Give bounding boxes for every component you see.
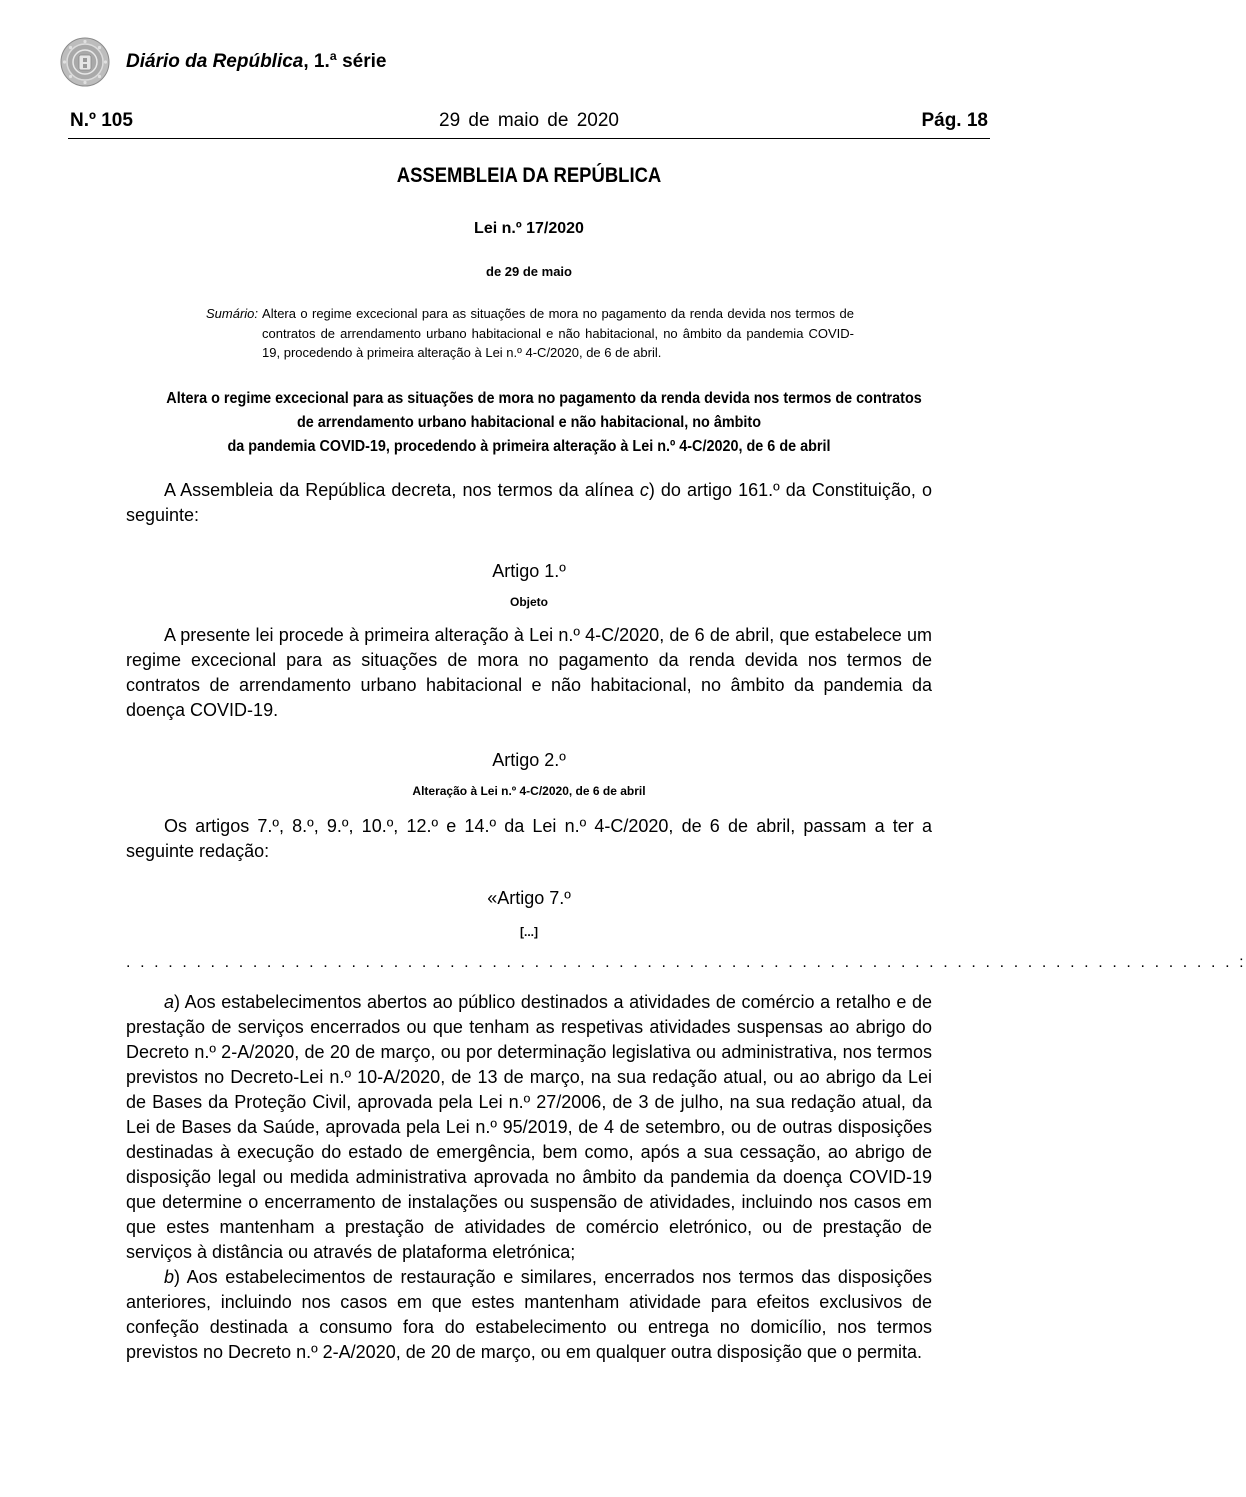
article-1-epigraph: Objeto [510,594,548,609]
long-title-line: da pandemia COVID-19, procedendo à primeira alteração à Lei n.º 4-C/2020, de 6 de abril [227,437,831,455]
preamble-paragraph: A Assembleia da República decreta, nos termos da alínea c) do artigo 161.º da Constituição, o seguinte: [126,479,932,525]
section-heading: ASSEMBLEIA DA REPÚBLICA [396,164,662,187]
running-header [68,108,990,139]
document-body [126,160,1246,1365]
summary-text: Altera o regime excecional para as situações de mora no pagamento da renda devida nos termos de contratos de arrendamento urbano habitacional e não habitacional, no âmbito da pandemia COVID-19, procedendo à primeira alteração à Lei n.º 4-C/2020, de 6 de abril. [262,306,854,360]
long-title-line: Altera o regime excecional para as situações de mora no pagamento da renda devida nos termos de contratos [166,389,922,407]
summary-label: Sumário: [206,306,259,321]
article-1-heading: Artigo 1.º [492,560,566,581]
issue-date: 29 de maio de 2020 [439,110,619,131]
quoted-article-7-heading: «Artigo 7.º [487,887,571,908]
law-long-title [166,387,922,459]
law-number: Lei n.º 17/2020 [474,220,584,237]
republic-seal-icon [60,37,110,87]
quoted-article-7-epigraph: [...] [520,924,538,939]
law-summary [206,304,854,363]
masthead [60,36,386,88]
issue-number: N.º 105 [70,110,133,131]
page-number: Pág. 18 [921,110,988,131]
law-date: de 29 de maio [486,264,572,279]
article-2-text: Os artigos 7.º, 8.º, 9.º, 10.º, 12.º e 14.º da Lei n.º 4-C/2020, de 6 de abril, passam a ter a seguinte redação: [126,815,932,861]
item-b-paragraph: b) Aos estabelecimentos de restauração e similares, encerrados nos termos das disposições anteriores, incluindo nos casos em que estes mantenham atividade para efeitos exclusivos de confeção destinada a consumo fora do estabelecimento ou entrega no domicílio, nos termos previstos no Decreto n.º 2-A/2020, de 20 de março, ou em qualquer outra disposição que o permita. [126,1266,932,1362]
long-title-line: de arrendamento urbano habitacional e não habitacional, no âmbito [296,413,762,431]
article-1-text: A presente lei procede à primeira alteração à Lei n.º 4-C/2020, de 6 de abril, que estabelece um regime excecional para as situações de mora no pagamento da renda devida nos termos de contratos de arrendamento urbano habitacional e não habitacional, no âmbito da pandemia da doença COVID-19. [126,624,932,720]
item-a-paragraph: a) Aos estabelecimentos abertos ao público destinados a atividades de comércio a retalho e de prestação de serviços encerrados ou que tenham as respetivas atividades suspensas ao abrigo do Decreto n.º 2-A/2020, de 20 de março, ou por determinação legislativa ou administrativa, nos termos previstos no Decreto-Lei n.º 10-A/2020, de 13 de março, na sua redação atual, ou ao abrigo da Lei de Bases da Proteção Civil, aprovada pela Lei n.º 27/2006, de 3 de julho, na sua redação atual, da Lei de Bases da Saúde, aprovada pela Lei n.º 95/2019, de 4 de setembro, ou de outras disposições destinadas à execução do estado de emergência, bem como, após a sua cessação, ao abrigo de disposição legal ou medida administrativa aprovada no âmbito da pandemia da doença COVID-19 que determine o encerramento de instalações ou suspensão de atividades, incluindo nos casos em que estes mantenham a prestação de atividades de comércio eletrónico, ou de prestação de serviços à distância ou através de plataforma eletrónica; [126,991,932,1262]
article-2-heading: Artigo 2.º [492,749,566,770]
article-2-epigraph: Alteração à Lei n.º 4-C/2020, de 6 de abril [412,783,646,798]
omission-dots: . . . . . . . . . . . . . . . . . . . . . . . . . . . . . . . . . . . . . . . . . . . . . . . . . . . . . . . . . . . . . . . . . . . . . . . . . . . . . . . : [126,953,1246,971]
journal-title: Diário da República, 1.ª série [126,51,387,72]
